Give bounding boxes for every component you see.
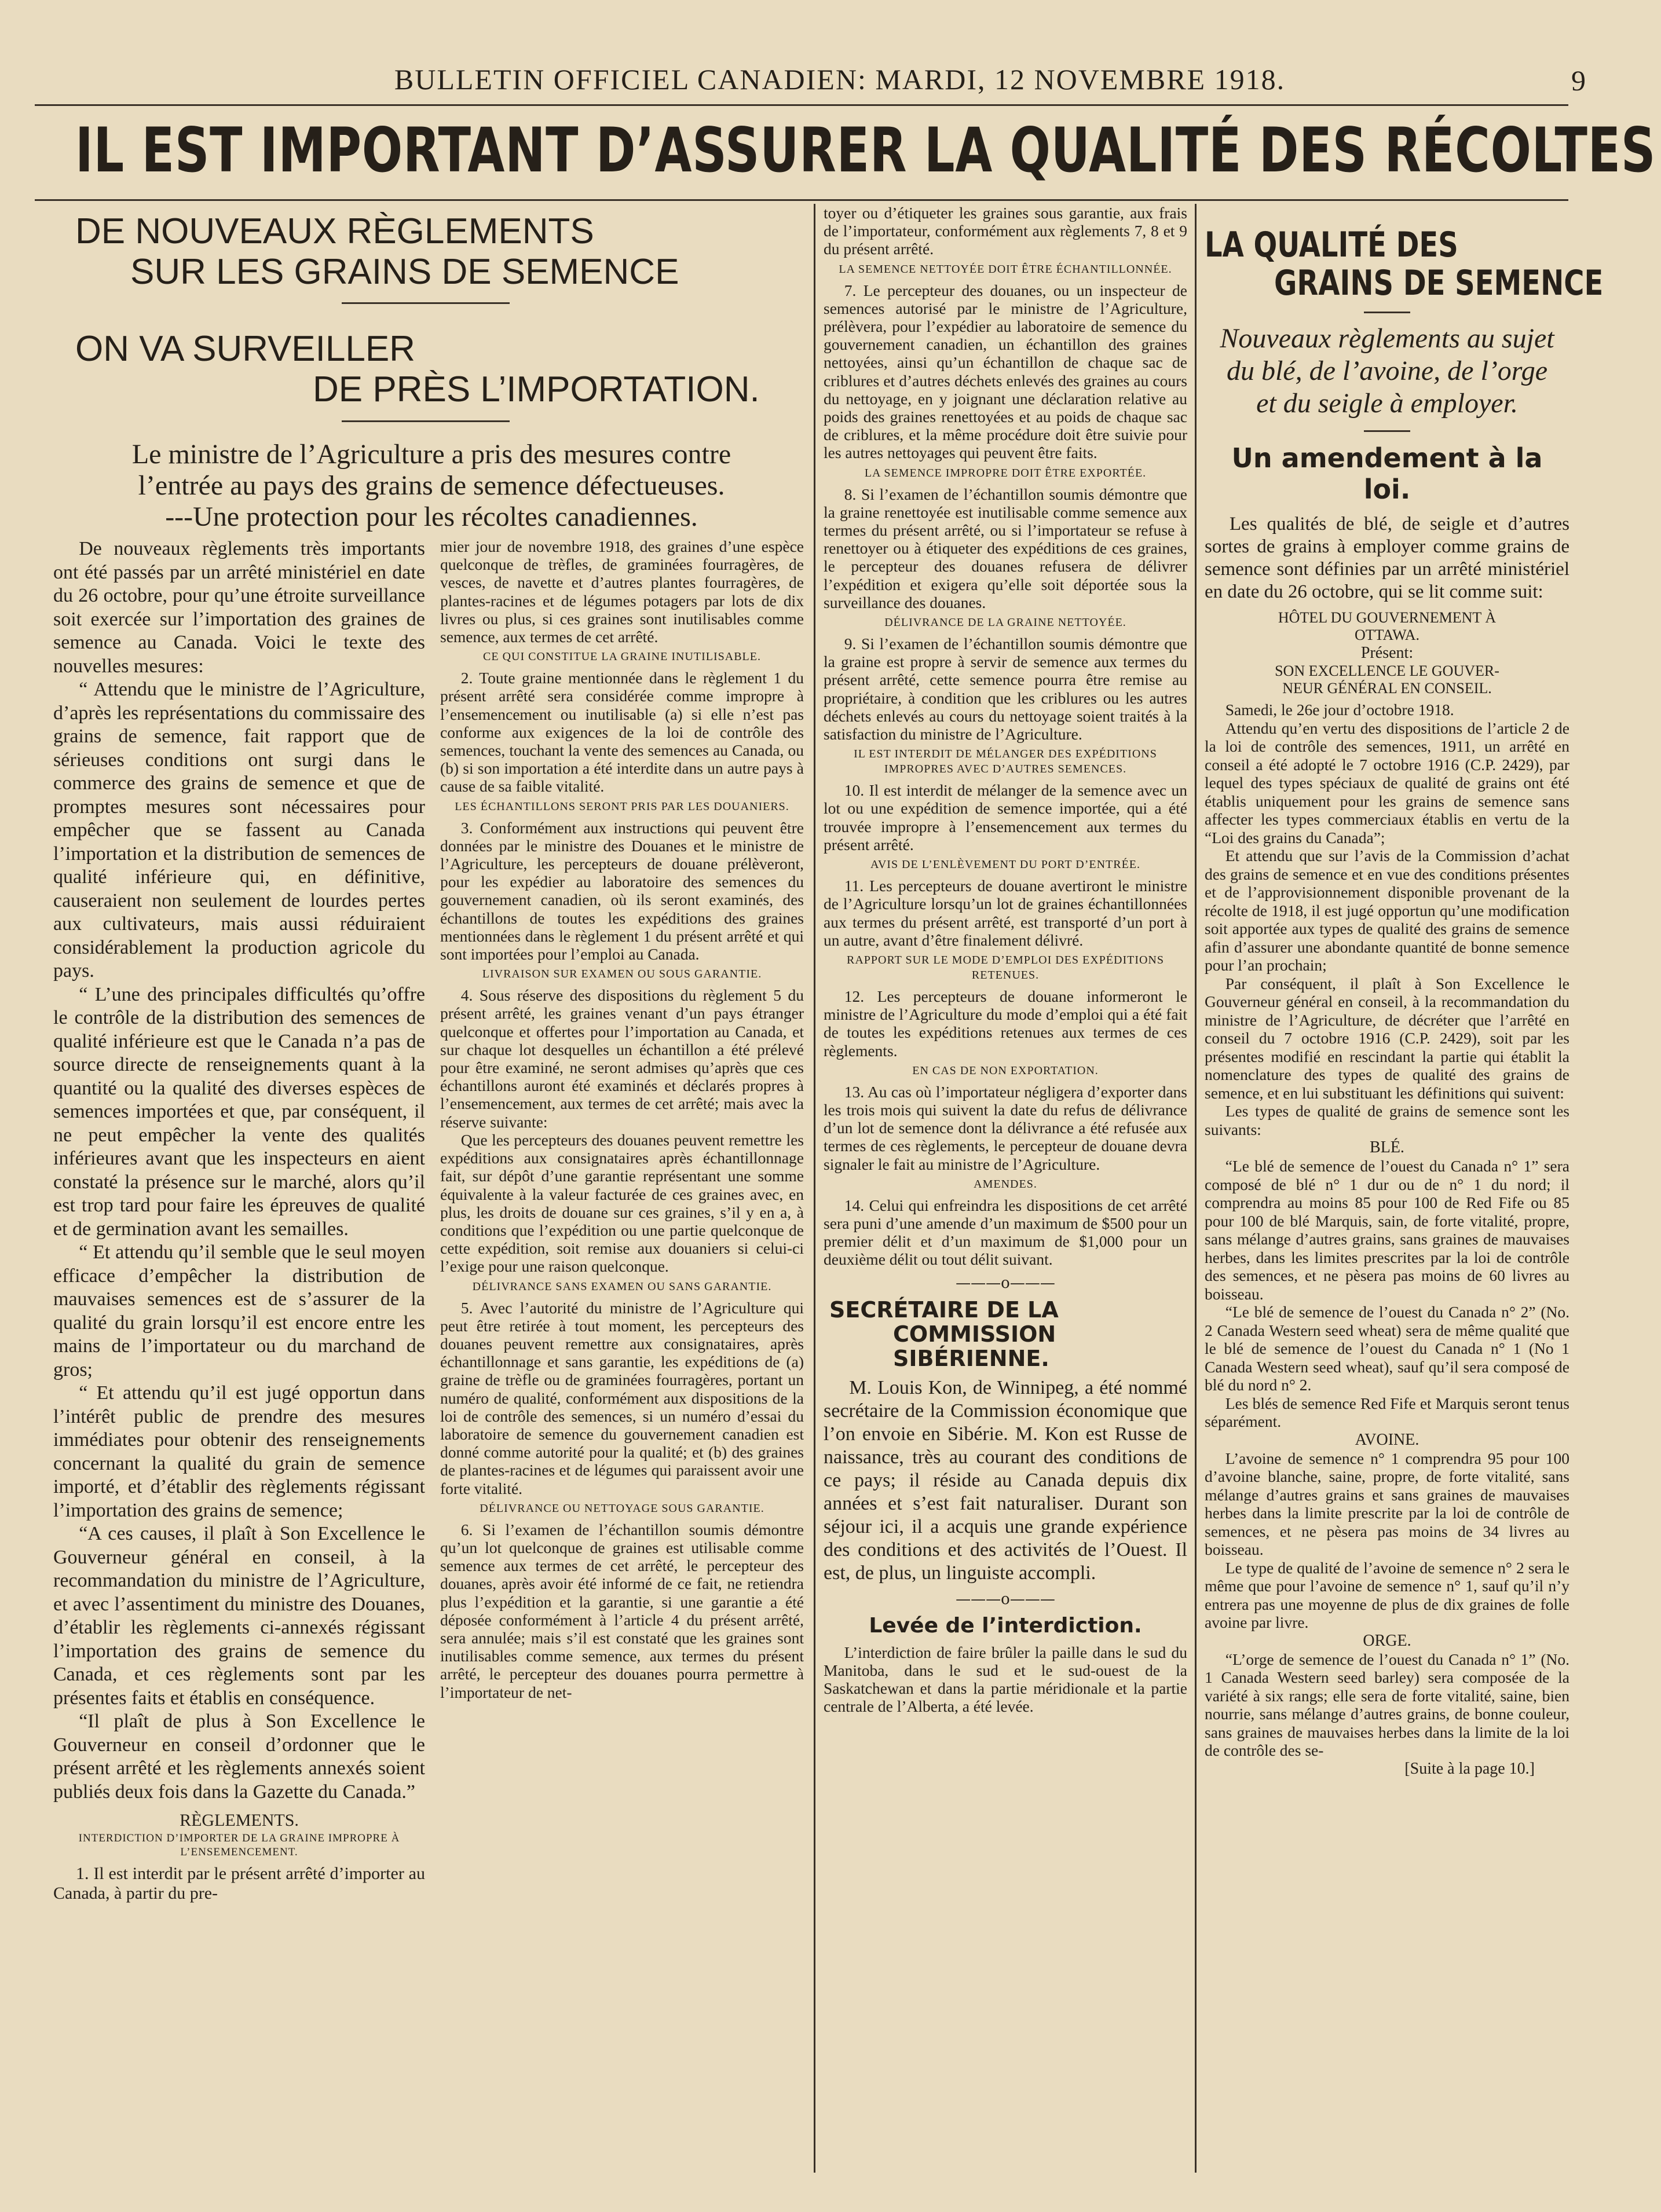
right-r10: Le type de qualité de l’avoine de semence n° 2 sera le même que pour l’avoine de semence n° 1, sauf qu’il n’y entrera pas une moyenne de plus de dix graines de folle avoine par livre. [1205, 1558, 1569, 1631]
mid-h5: DÉLIVRANCE OU NETTOYAGE SOUS GARANTIE. [480, 1501, 764, 1515]
excellence-line1: SON EXCELLENCE LE GOUVER- [1275, 662, 1499, 679]
left-subtitle-line2: DE PRÈS L’IMPORTATION. [313, 369, 760, 409]
mid-c6: 6. Si l’examen de l’échantillon soumis démontre qu’un lot quelconque de graines est utilisable comme semence aux termes de cet arrêté, le percepteur des douanes, après avoir été informé de ce fait, ne retiendra plus l’expédition et la garantie, si une garantie a été déposée conformément à l’article 4 du présent arrêté, sera annulée; mais s’il est constaté que les graines sont inutilisables comme semence, aux termes du présent arrêté, le percepteur des douanes pourra permettre à l’importateur de net- [440, 1520, 804, 1701]
right-r8: Les blés de semence Red Fife et Marquis seront tenus séparément. [1205, 1394, 1569, 1430]
separator-2: ———o——— [956, 1590, 1055, 1608]
right-title-line2: GRAINS DE SEMENCE [1274, 263, 1604, 303]
third-h2: LA SEMENCE IMPROPRE DOIT ÊTRE EXPORTÉE. [864, 466, 1147, 479]
subtitle-rule [342, 420, 510, 422]
third-c6: 11. Les percepteurs de douane avertiront le ministre de l’Agriculture lorsqu’un lot de graines échantillonnées aux termes du présent arrêté, est transporté d’un port à un autre, avant d’être finalement délivré. [824, 877, 1187, 949]
right-title-rule [1364, 312, 1410, 313]
left-p2: “ Attendu que le ministre de l’Agriculture, d’après les représentations du commissaire des grains de semence, fait rapport que de sérieuses conditions ont surgi dans le commerce des grains de semence et que de promptes mesures sont nécessaires pour empêcher que se fassent au Canada l’importation et la distribution de semences de qualité inférieure qui, en définitive, causeraient non seulement de lourdes pertes aux cultivateurs, mais aussi réduiraient considérablement la production agricole du pays. [53, 679, 425, 982]
ble-heading: BLÉ. [1370, 1138, 1404, 1156]
masthead: BULLETIN OFFICIEL CANADIEN: MARDI, 12 NOVEMBRE 1918. [394, 63, 1286, 96]
secretary-title-line2: COMMISSION SIBÉRIENNE. [893, 1321, 1056, 1371]
right-title-line1: LA QUALITÉ DES [1205, 225, 1458, 265]
right-deck-line2: du blé, de l’avoine, de l’orge [1226, 356, 1548, 386]
continued-notice: [Suite à la page 10.] [1404, 1759, 1535, 1778]
left-article-title [75, 211, 793, 292]
levee-title: Levée de l’interdiction. [869, 1613, 1142, 1638]
right-column [1205, 225, 1604, 1778]
mid-c1: mier jour de novembre 1918, des graines d’une espèce quelconque de trèfles, de graminées fourragères, de vesces, de navette et d’autres plantes fourragères, de plantes-racines et de légumes potagers par lots de dix livres ou plus, si ces graines sont inutilisables comme semence, aux termes de cet arrêté. [440, 537, 804, 646]
page-number: 9 [1571, 64, 1587, 97]
excellence-line2: NEUR GÉNÉRAL EN CONSEIL. [1282, 680, 1492, 697]
deck-line2: l’entrée au pays des grains de semence défectueuses. [138, 470, 725, 501]
reg-heading: RÈGLEMENTS. [180, 1811, 299, 1830]
secretary-title-line1: SECRÉTAIRE DE LA [829, 1297, 1059, 1323]
left-article-subtitle [75, 329, 793, 410]
hotel-line1: HÔTEL DU GOUVERNEMENT À [1278, 609, 1497, 626]
third-h3: DÉLIVRANCE DE LA GRAINE NETTOYÉE. [884, 616, 1126, 629]
right-r7: “Le blé de semence de l’ouest du Canada n° 2” (No. 2 Canada Western seed wheat) sera de même qualité que le blé de semence de l’ouest du Canada n° 1 (No 1 Canada Western seed wheat), sauf qu’il sera composé de blé du nord n° 2. [1205, 1303, 1569, 1394]
masthead-rule [35, 104, 1568, 106]
third-c4: 9. Si l’examen de l’échantillon soumis démontre que la graine est propre à servir de semence aux termes du présent arrêté, cette semence pourra être remise au propriétaire, à condition que les criblures ou les autres déchets enlevés au cours du nettoyage soient traités à la satisfaction du ministre de l’Agriculture. [824, 635, 1187, 744]
third-h6: RAPPORT SUR LE MODE D’EMPLOI DES EXPÉDITIONS RETENUES. [846, 953, 1164, 982]
third-c7: 12. Les percepteurs de douane informeront le ministre de l’Agriculture du mode d’emploi qui a été fait de toutes les expéditions retenues aux termes de ces règlements. [824, 987, 1187, 1060]
right-r2: Attendu qu’en vertu des dispositions de l’article 2 de la loi de contrôle des semences, 1911, un arrêté en conseil a été adopté le 7 octobre 1916 (C.P. 2429), par lequel des types spéciaux de qualité de grains ont été établis uniquement pour les grains de semence sans affecter les types commerciaux établis en vertu de la “Loi des grains du Canada”; [1205, 719, 1569, 847]
right-r3: Et attendu que sur l’avis de la Commission d’achat des grains de semence et en vue des conditions présentes et de l’approvisionnement disponible provenant de la récolte de 1918, il est jugé opportun qu’une modification soit apportée aux types de qualité des grains de semence afin d’assurer une abondante quantité de bonne semence pour l’an prochain; [1205, 847, 1569, 974]
third-c8: 13. Au cas où l’importateur négligera d’exporter dans les trois mois qui suivent la date du refus de délivrance d’un lot de semence dont la délivrance a été refusée aux termes de ces règlements, le percepteur de douane devra signaler le fait au ministre de l’Agriculture. [824, 1082, 1187, 1173]
orge-heading: ORGE. [1363, 1631, 1411, 1650]
right-subtitle: Un amendement à la loi. [1231, 442, 1543, 505]
third-c3: 8. Si l’examen de l’échantillon soumis démontre que la graine renettoyée est inutilisable comme semence aux termes du présent arrêté, ou si l’importateur se refuse à renettoyer ou à étiqueter des expéditions de ces graines, le percepteur des douanes refusera de délivrer l’expédition et exigera qu’elle soit déportée sous la surveillance des douanes. [824, 485, 1187, 611]
third-h7: EN CAS DE NON EXPORTATION. [912, 1064, 1099, 1077]
right-r11: “L’orge de semence de l’ouest du Canada n° 1” (No. 1 Canada Western seed barley) sera composée de la variété à six rangs; elle sera de forte vitalité, saine, bien nourrie, sans mélange d’autres grains, de bonne couleur, sans graines de mauvaises herbes dans la limite de la loi de contrôle des se- [1205, 1650, 1569, 1759]
left-title-line1: DE NOUVEAUX RÈGLEMENTS [75, 211, 594, 251]
right-deck-line1: Nouveaux règlements au sujet [1220, 323, 1554, 354]
levee-body: L’interdiction de faire brûler la paille dans le sud du Manitoba, dans le sud et le sud-ouest de la Saskatchewan et dans la partie méridionale et la partie centrale de l’Alberta, a été levée. [824, 1643, 1187, 1716]
mid-c3: 3. Conformément aux instructions qui peuvent être données par le ministre des Douanes et le ministre de l’Agriculture, les percepteurs de douane prélèveront, pour les expédier au laboratoire des semences du gouvernement canadien, où ils seront examinés, des échantillons de toutes les expéditions des graines mentionnées dans le règlement 1 du présent arrêté et qui sont importées pour l’emploi au Canada. [440, 818, 804, 964]
right-r6: “Le blé de semence de l’ouest du Canada n° 1” sera composé de blé n° 1 dur ou de n° 1 du nord; il comprendra au moins 85 pour 100 de Red Fife ou 85 pour 100 de blé Marquis, sain, de forte vitalité, propre, sans mélange d’autres grains, sans graines de mauvaises herbes, dans les limites prescrites par la loi de contrôle des semences, et ne pèsera pas moins de 60 livres au boisseau. [1205, 1157, 1569, 1303]
headline-rule [35, 199, 1568, 201]
left-p1: De nouveaux règlements très importants ont été passés par un arrêté ministériel en date du 26 octobre, pour qu’une étroite surveillance soit exercée sur l’importation des graines de semence au Canada. Voici le texte des nouvelles mesures: [53, 538, 425, 677]
third-c5: 10. Il est interdit de mélanger de la semence avec un lot ou une expédition de semence importée, qui a été trouvée impropre à l’ensemencement aux termes du présent arrêté. [824, 781, 1187, 854]
mid-h4: DÉLIVRANCE SANS EXAMEN OU SANS GARANTIE. [472, 1280, 772, 1293]
third-c9: 14. Celui qui enfreindra les dispositions de cet arrêté sera puni d’une amende d’un maximum de $500 pour un premier délit et d’un maximum de $1,000 pour un deuxième délit ou tout délit suivant. [824, 1196, 1187, 1269]
middle-column [440, 537, 804, 1701]
mid-c5: 5. Avec l’autorité du ministre de l’Agriculture qui peut être retirée à tout moment, les percepteurs des douanes peuvent remettre aux consignataires, après échantillonnage et sans garantie, les expéditions de (a) graine de trèfle ou de graminées fourragères, portant un numéro de qualité, conformément aux dispositions de la loi de contrôle des semences, si un numéro d’essai du laboratoire de semence du gouvernement canadien est donné comme autorité pour la qualité; et (b) des graines de plantes-racines et de légumes qui paraissent avoir une forte vitalité. [440, 1298, 804, 1497]
left-p7: “Il plaît de plus à Son Excellence le Gouverneur en conseil d’ordonner que le présent arrêté et les règlements annexés soient publiés deux fois dans la Gazette du Canada.” [53, 1711, 425, 1803]
separator-1: ———o——— [956, 1274, 1055, 1292]
third-c2: 7. Le percepteur des douanes, ou un inspecteur de semences autorisé par le ministre de l’Agriculture, prélèvera, pour l’expédier au laboratoire de semence du gouvernement canadien, un échantillon des graines nettoyées, ainsi qu’un échantillon de chaque sac de criblures et d’autres déchets enlevés des graines au cours du nettoyage, en y joignant une déclaration relative au poids des graines renettoyées et au poids de chaque sac de criblures, et la même procédure doit être suivie pour les autres nettoyages qui peuvent être faits. [824, 281, 1187, 462]
right-deck-line3: et du seigle à employer. [1256, 388, 1518, 419]
third-column [824, 204, 1187, 1715]
title-rule [342, 302, 510, 304]
third-h5: AVIS DE L’ENLÈVEMENT DU PORT D’ENTRÉE. [870, 858, 1141, 871]
third-h4: IL EST INTERDIT DE MÉLANGER DES EXPÉDITIONS IMPROPRES AVEC D’AUTRES SEMENCES. [854, 748, 1157, 776]
mid-c4: 4. Sous réserve des dispositions du règlement 5 du présent arrêté, les graines venant d’un pays étranger quelconque et offertes pour l’importation au Canada, et sur chaque lot desquelles un échantillon a été prélevé pour être examiné, ne seront admises qu’après que ces échantillons auront été examinés et déclarés propres à l’ensemencement, aux termes de cet arrêté; mais avec la réserve suivante: [440, 986, 804, 1131]
third-c1: toyer ou d’étiqueter les graines sous garantie, aux frais de l’importateur, conformément aux règlements 7, 8 et 9 du présent arrêté. [824, 204, 1187, 258]
deck-line1: Le ministre de l’Agriculture a pris des mesures contre [131, 439, 731, 470]
left-title-line2: SUR LES GRAINS DE SEMENCE [130, 252, 679, 292]
third-h1: LA SEMENCE NETTOYÉE DOIT ÊTRE ÉCHANTILLONNÉE. [839, 262, 1172, 276]
mid-h3: LIVRAISON SUR EXAMEN OU SOUS GARANTIE. [482, 968, 762, 981]
right-intro: Les qualités de blé, de seigle et d’autres sortes de grains à employer comme grains de semence sont définies par un arrêté ministériel en date du 26 octobre, qui se lit comme suit: [1205, 514, 1569, 602]
reg-1: 1. Il est interdit par le présent arrêté d’importer au Canada, à partir du pre- [53, 1864, 425, 1903]
mid-c2: 2. Toute graine mentionnée dans le règlement 1 du présent arrêté sera considérée comme impropre à l’ensemencement ou inutilisable (a) si elle n’est pas conforme aux exigences de la loi de contrôle des semences, touchant la vente des semences au Canada, ou (b) si son importation a été interdite dans un autre pays à cause de sa faible vitalité. [440, 669, 804, 796]
deck-line3: ---Une protection pour les récoltes canadiennes. [165, 501, 698, 532]
right-r5: Les types de qualité de grains de semence sont les suivants: [1205, 1102, 1569, 1138]
mid-h2: LES ÉCHANTILLONS SERONT PRIS PAR LES DOUANIERS. [455, 800, 789, 813]
third-h8: AMENDES. [974, 1177, 1037, 1191]
right-r9: L’avoine de semence n° 1 comprendra 95 pour 100 d’avoine blanche, saine, propre, de forte vitalité, sans mélange d’autres grains et sans graines de mauvaises herbes dans la limite prescrite par la loi de contrôle de semences, et ne pèsera pas moins de 34 livres au boisseau. [1205, 1449, 1569, 1558]
left-body-column [53, 537, 425, 1903]
main-headline: IL EST IMPORTANT D’ASSURER LA QUALITÉ DES RÉCOLTES [75, 115, 1656, 186]
mid-c4b: Que les percepteurs des douanes peuvent remettre les expéditions aux consignataires après échantillonnage fait, sur dépôt d’une garantie représentant une somme équivalente à la valeur facturée de ces graines avec, en plus, les droits de douane sur ces graines, s’il y en a, à conditions que l’expédition ou une partie quelconque de cette expédition, soit remise aux douaniers si celui-ci l’exige pour une raison quelconque. [440, 1130, 804, 1276]
left-p5: “ Et attendu qu’il est jugé opportun dans l’intérêt public de prendre des mesures immédiates pour obtenir des renseignements concernant la qualité du grain de semence importé, et d’établir des règlements régissant l’importation des grains de semence; [53, 1382, 425, 1521]
column-rule-1 [814, 204, 815, 2173]
present-line: Présent: [1360, 644, 1414, 662]
mid-h1: CE QUI CONSTITUE LA GRAINE INUTILISABLE. [483, 650, 761, 664]
left-p3: “ L’une des principales difficultés qu’offre le contrôle de la distribution des semences de qualité inférieure est que le Canada n’a pas de source directe de renseignements quant à la quantité ou la qualité des diverses espèces de semences importées et que, par conséquent, il ne peut empêcher la vente des qualités inférieures avant que les inspecteurs en aient constaté la présence sur le marché, alors qu’il est trop tard pour faire les épreuves de qualité et de germination avant les semailles. [53, 983, 425, 1240]
left-subtitle-line1: ON VA SURVEILLER [75, 329, 415, 369]
reg-subheading: INTERDICTION D’IMPORTER DE LA GRAINE IMPROPRE À L’ENSEMENCEMENT. [78, 1832, 400, 1858]
column-rule-2 [1195, 204, 1197, 2173]
right-r4: Par conséquent, il plaît à Son Excellence le Gouverneur général en conseil, à la recommandation du ministre de l’Agriculture, de décréter que l’arrêté en conseil du 7 octobre 1916 (C.P. 2429), soit par les présentes modifié en rescindant la partie qui établit la nomenclature des types de qualité des grains de semence, et en lui substituant les définitions qui suivent: [1205, 974, 1569, 1102]
hotel-line2: OTTAWA. [1354, 627, 1420, 643]
secretary-body: M. Louis Kon, de Winnipeg, a été nommé secrétaire de la Commission économique que l’on envoie en Sibérie. M. Kon est Russe de naissance, très au courant des conditions de ce pays; il réside au Canada depuis dix années et s’est fait naturaliser. Durant son séjour ici, il a acquis une grande expérience des conditions et des activités de l’Ouest. Il est, de plus, un linguiste accompli. [824, 1376, 1187, 1584]
right-r1: Samedi, le 26e jour d’octobre 1918. [1225, 701, 1454, 719]
left-p4: “ Et attendu qu’il semble que le seul moyen efficace d’empêcher la distribution de mauvaises semences est de s’assurer de la qualité du grain lorsqu’il est encore entre les mains de l’importateur ou du marchand de gros; [53, 1241, 425, 1380]
left-p6: “A ces causes, il plaît à Son Excellence le Gouverneur général en conseil, à la recommandation du ministre de l’Agriculture, et avec l’assentiment du ministre des Douanes, d’établir les règlements ci-annexés régissant l’importation des grains de semence du Canada, et ces règlements sont par les présentes faits et établis en conséquence. [53, 1523, 425, 1709]
left-article-deck [55, 439, 808, 533]
right-deck-rule [1364, 430, 1410, 432]
avoine-heading: AVOINE. [1355, 1430, 1419, 1449]
right-deck [1205, 323, 1569, 420]
